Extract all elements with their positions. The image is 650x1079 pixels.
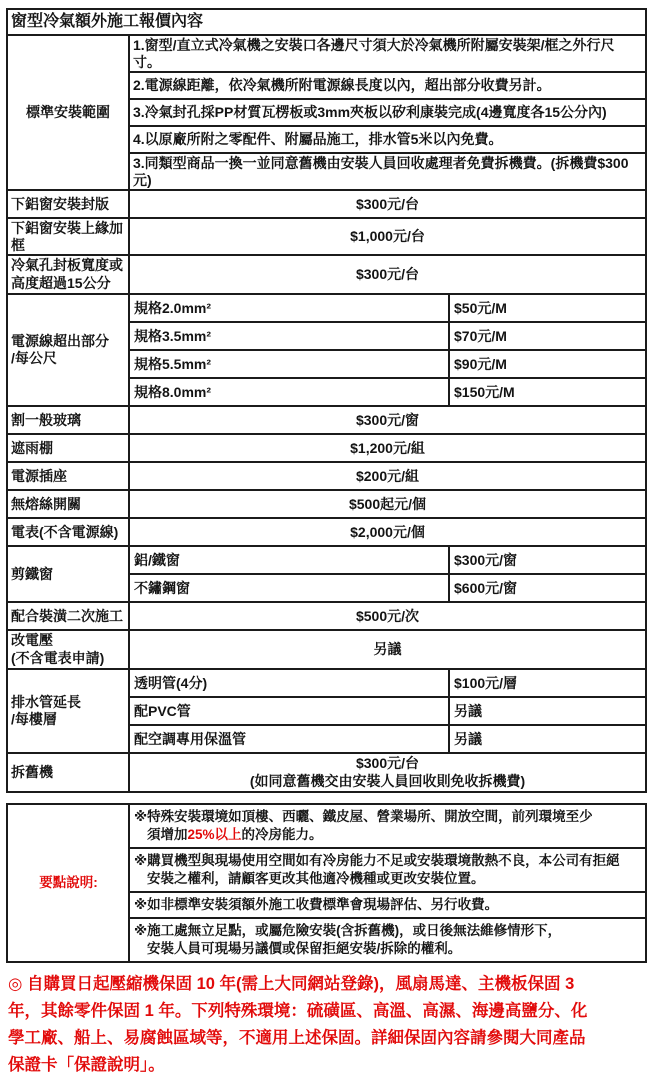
spec-cell: 鋁/鐵窗: [129, 546, 449, 574]
price-cell: $300元/窗: [129, 406, 646, 434]
price-cell: $500起元/個: [129, 490, 646, 518]
standard-item: 4.以原廠所附之零配件、附屬品施工，排水管5米以內免費。: [129, 126, 646, 153]
note-text: 須增加: [147, 827, 188, 843]
note-line: ※施工處無立足點，或屬危險安裝(含拆舊機)，或日後無法維修情形下，: [134, 923, 562, 939]
price-cell: $2,000元/個: [129, 518, 646, 546]
row-label-line: 電源線超出部分: [11, 332, 109, 349]
warranty-line: ◎ 自購買日起壓縮機保固 10 年(需上大同網站登錄)，風扇馬達、主機板保固 3: [8, 975, 575, 994]
note-line: ※購買機型與現場使用空間如有冷房能力不足或安裝環境散熱不良，本公司有拒絕: [134, 853, 620, 869]
row-label-line: /每公尺: [11, 350, 57, 367]
row-label: 無熔絲開關: [7, 490, 129, 518]
standard-item: 1.窗型/直立式冷氣機之安裝口各邊尺寸須大於冷氣機所附屬安裝架/框之外行尺寸。: [129, 35, 646, 72]
table-row: [7, 9, 646, 35]
price-cell: $90元/M: [449, 350, 646, 378]
table-row: [7, 753, 646, 792]
note-item: [129, 892, 646, 918]
spec-cell: 透明管(4分): [129, 669, 449, 697]
warranty-line: 學工廠、船上、易腐蝕區域等，不適用上述保固。詳細保固內容請參閱大同產品: [8, 1029, 586, 1048]
price-cell: $500元/次: [129, 602, 646, 630]
price-cell: [129, 753, 646, 792]
standard-item: 3.同類型商品一換一並同意舊機由安裝人員回收處理者免費拆機費。(拆機費$300元): [129, 153, 646, 190]
row-label-line: 改電壓: [11, 632, 53, 649]
price-cell: 另議: [129, 630, 646, 669]
spec-cell: 規格2.0mm²: [129, 294, 449, 322]
price-cell: $200元/組: [129, 462, 646, 490]
note-item: [129, 918, 646, 962]
row-label: 冷氣孔封板寬度或高度超過15公分: [7, 255, 129, 294]
note-item: [129, 804, 646, 848]
table-row: [7, 630, 646, 669]
warranty-line: 年，其餘零件保固 1 年。下列特殊環境：硫磺區、高溫、高濕、海邊高鹽分、化: [8, 1002, 588, 1021]
key-notes-table: [6, 803, 647, 963]
price-cell: $1,000元/台: [129, 218, 646, 255]
row-label: 下鋁窗安裝封版: [7, 190, 129, 218]
note-item: [129, 848, 646, 892]
spec-cell: 不鏽鋼窗: [129, 574, 449, 602]
note-highlight: 25%以上: [187, 827, 242, 843]
table-row: [7, 490, 646, 518]
note-line: 安裝人員可現場另議價或保留拒絕安裝/拆除的權利。: [147, 941, 462, 957]
row-label-power-cord: [7, 294, 129, 406]
warranty-line: 保證卡「保證說明」。: [8, 1056, 165, 1075]
table-row: [7, 190, 646, 218]
standard-item: 2.電源線距離，依冷氣機所附電源線長度以內，超出部分收費另計。: [129, 72, 646, 99]
table-row: [7, 546, 646, 574]
row-label: 割一般玻璃: [7, 406, 129, 434]
row-label-voltage: [7, 630, 129, 669]
pricing-table: [6, 8, 647, 793]
standard-item: 3.冷氣封孔採PP材質瓦楞板或3mm夾板以矽利康裝完成(4邊寬度各15公分內): [129, 99, 646, 126]
row-label-drain-pipe: [7, 669, 129, 753]
note-line: ※特殊安裝環境如頂樓、西曬、鐵皮屋、營業場所、開放空間，前列環境至少: [134, 809, 593, 825]
price-cell: $100元/層: [449, 669, 646, 697]
table-row: [7, 255, 646, 294]
price-cell: $600元/窗: [449, 574, 646, 602]
table-row: [7, 518, 646, 546]
row-label: 遮雨棚: [7, 434, 129, 462]
spec-cell: 規格5.5mm²: [129, 350, 449, 378]
price-cell: $50元/M: [449, 294, 646, 322]
row-label-line: 排水管延長: [11, 693, 81, 710]
table-row: [7, 434, 646, 462]
note-line: ※如非標準安裝須額外施工收費標準會現場評估、另行收費。: [134, 897, 499, 913]
spec-cell: 規格3.5mm²: [129, 322, 449, 350]
row-label-line: (不含電表申請): [11, 649, 105, 666]
page-title: 窗型冷氣額外施工報價內容: [7, 9, 646, 35]
warranty-statement: [6, 971, 645, 1079]
row-label: 電源插座: [7, 462, 129, 490]
price-cell: $150元/M: [449, 378, 646, 406]
notes-label: 要點說明:: [7, 804, 129, 962]
spec-cell: 配空調專用保溫管: [129, 725, 449, 753]
row-label-line: /每樓層: [11, 711, 57, 728]
table-row: [7, 218, 646, 255]
table-row: [7, 35, 646, 72]
table-row: [7, 602, 646, 630]
price-cell: $70元/M: [449, 322, 646, 350]
row-label: 電表(不含電源線): [7, 518, 129, 546]
price-cell: $1,200元/組: [129, 434, 646, 462]
table-row: [7, 406, 646, 434]
row-label: 配合裝潢二次施工: [7, 602, 129, 630]
note-line: [134, 826, 642, 844]
table-gap: [6, 793, 645, 803]
note-line: 安裝之權利，請顧客更改其他適冷機種或更改安裝位置。: [147, 871, 485, 887]
table-row: [7, 294, 646, 322]
price-cell: $300元/窗: [449, 546, 646, 574]
price-cell: $300元/台: [129, 190, 646, 218]
row-label-standard-install: 標準安裝範圍: [7, 35, 129, 190]
table-row: [7, 804, 646, 848]
price-line: (如同意舊機交由安裝人員回收則免收拆機費): [249, 772, 526, 789]
row-label-cut-window: 剪鐵窗: [7, 546, 129, 602]
table-row: [7, 462, 646, 490]
spec-cell: 規格8.0mm²: [129, 378, 449, 406]
note-text: 的冷房能力。: [241, 827, 323, 843]
row-label-remove-old-unit: 拆舊機: [7, 753, 129, 792]
price-line: $300元/台: [355, 755, 420, 772]
spec-cell: 配PVC管: [129, 697, 449, 725]
row-label: 下鋁窗安裝上緣加框: [7, 218, 129, 255]
price-cell: $300元/台: [129, 255, 646, 294]
table-row: [7, 669, 646, 697]
price-cell: 另議: [449, 697, 646, 725]
price-cell: 另議: [449, 725, 646, 753]
